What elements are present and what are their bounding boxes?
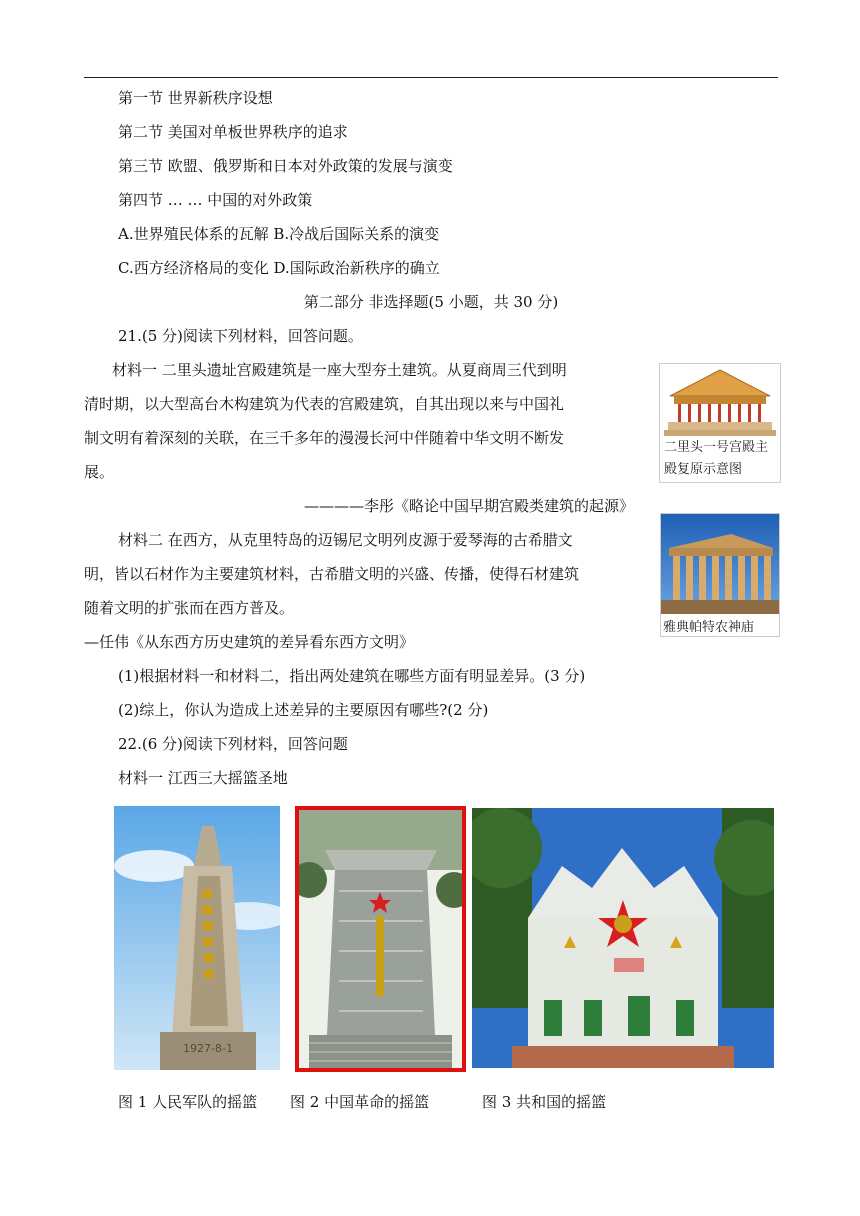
material-2-line-1: 材料二 在西方，从克里特岛的迈锡尼文明列皮源于爱琴海的古希腊文 [118, 531, 573, 549]
material-1-line-4: 展。 [84, 463, 115, 481]
bayi-monument-illustration [114, 806, 280, 1070]
palace-illustration [660, 364, 780, 442]
material-1-line-1: 材料一 二里头遗址宫殿建筑是一座大型夯土建筑。从夏商周三代到明 [112, 361, 567, 379]
material-2-source: —任伟《从东西方历史建筑的差异看东西方文明》 [84, 633, 415, 651]
photo-bayi-monument [114, 806, 280, 1070]
monument-date-text: 1927-8-1 [183, 1042, 233, 1055]
parthenon-illustration [661, 514, 779, 614]
photo-ruijin-hall [472, 808, 774, 1068]
figure-1-caption: 图 1 人民军队的摇篮 [118, 1093, 258, 1111]
parthenon-thumbnail [660, 513, 780, 637]
material-1-source: ————李彤《略论中国早期宫殿类建筑的起源》 [303, 497, 634, 515]
palace-caption-line-2: 殿复原示意图 [664, 462, 743, 477]
erlitou-palace-thumbnail [659, 363, 781, 483]
section-3: 第三节 欧盟、俄罗斯和日本对外政策的发展与演变 [118, 157, 453, 175]
question-22-material-1: 材料一 江西三大摇篮圣地 [118, 769, 288, 787]
question-21-part-2: (2)综上，你认为造成上述差异的主要原因有哪些?(2 分) [118, 701, 489, 719]
palace-caption-line-1: 二里头一号宫殿主 [664, 440, 769, 455]
header-rule [84, 77, 778, 78]
question-21-part-1: (1)根据材料一和材料二，指出两处建筑在哪些方面有明显差异。(3 分) [118, 667, 586, 685]
material-1-line-2: 清时期，以大型高台木构建筑为代表的宫殿建筑，自其出现以来与中国礼 [84, 395, 565, 413]
part-two-heading: 第二部分 非选择题(5 小题，共 30 分) [303, 293, 559, 311]
material-1-line-3: 制文明有着深刻的关联，在三千多年的漫漫长河中伴随着中华文明不断发 [84, 429, 565, 447]
options-cd: C.西方经济格局的变化 D.国际政治新秩序的确立 [118, 259, 440, 277]
options-ab: A.世界殖民体系的瓦解 B.冷战后国际关系的演变 [118, 225, 440, 243]
ruijin-hall-illustration [472, 808, 774, 1068]
material-2-line-2: 明，皆以石材作为主要建筑材料，古希腊文明的兴盛、传播，使得石材建筑 [84, 565, 580, 583]
photo-jinggangshan-monument [295, 806, 466, 1072]
figure-3-caption: 图 3 共和国的摇篮 [482, 1093, 607, 1111]
section-2: 第二节 美国对单板世界秩序的追求 [118, 123, 348, 141]
figure-2-caption: 图 2 中国革命的摇篮 [290, 1093, 430, 1111]
section-1: 第一节 世界新秩序设想 [118, 89, 273, 107]
jinggangshan-monument-illustration [299, 810, 462, 1068]
question-21: 21.(5 分)阅读下列材料，回答问题。 [118, 327, 363, 345]
material-2-line-3: 随着文明的扩张而在西方普及。 [84, 599, 295, 617]
section-4: 第四节 … … 中国的对外政策 [118, 191, 313, 209]
parthenon-caption: 雅典帕特农神庙 [663, 620, 755, 635]
question-22: 22.(6 分)阅读下列材料，回答问题 [118, 735, 348, 753]
